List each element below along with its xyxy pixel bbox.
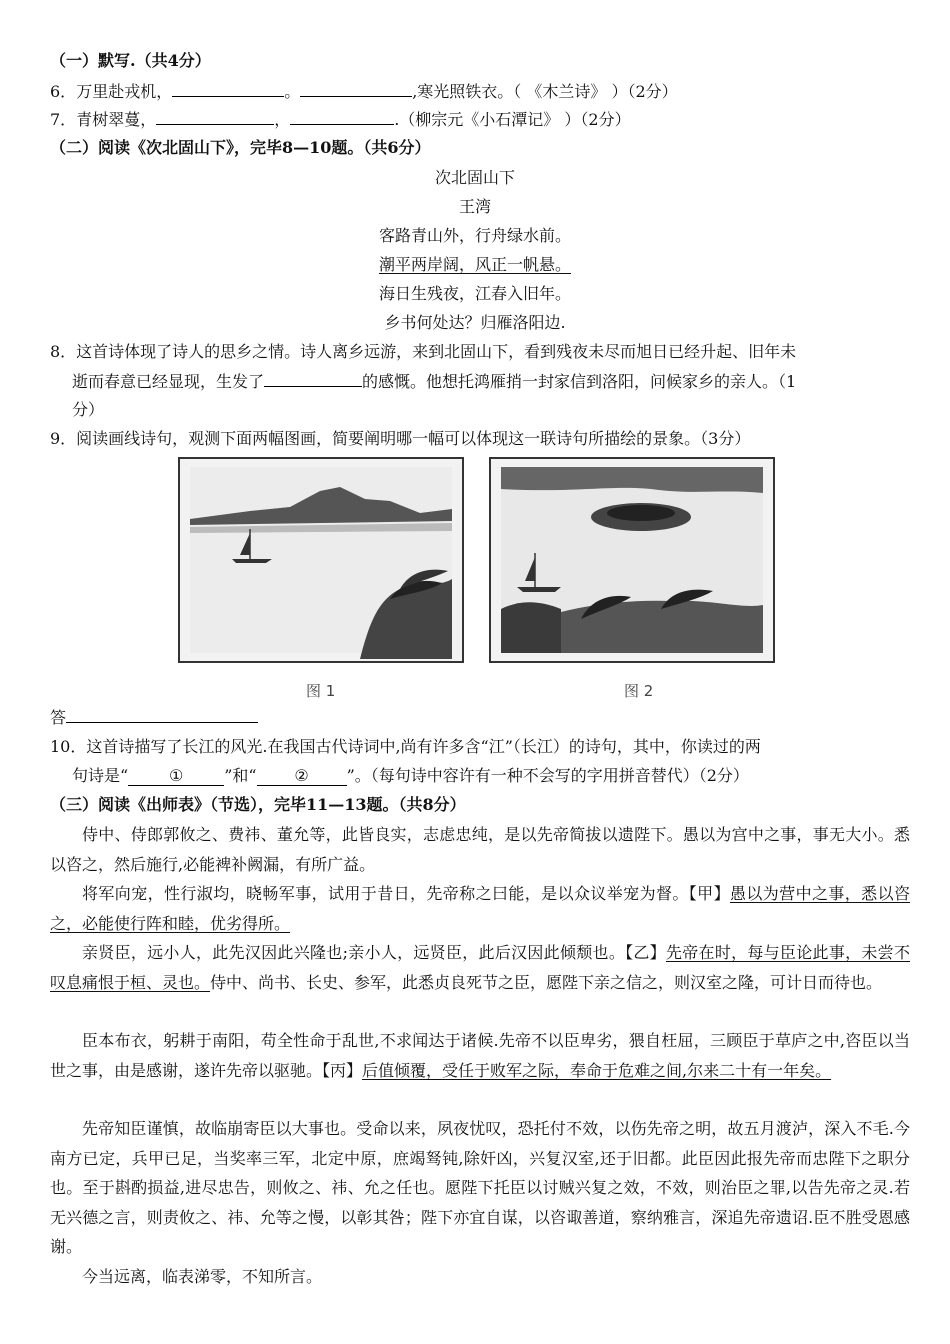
question-6: 6．万里赴戎机， 。 ,寒光照铁衣。（ 《木兰诗》 ）（2分）	[50, 82, 678, 101]
passage-paragraph-4: 臣本布衣，躬耕于南阳，苟全性命于乱世,不求闻达于诸候.先帝不以臣卑劣，猥自枉屈，三顾臣于草庐之中,咨臣以当世之事，由是感谢，遂许先帝以驱驰。【丙】后值倾覆，受任于败军之际，奉命于危难之间,尔来二十有一年矣。	[50, 1031, 910, 1080]
poem-line-3: 海日生残夜，江春入旧年。	[378, 284, 571, 303]
question-10-line-1: 10．这首诗描写了长江的风光.在我国古代诗词中,尚有许多含“江”（长江）的诗句，其中，你读过的两	[50, 737, 761, 756]
question-8-line-2: 逝而春意已经显现，生发了 的感慨。他想托鸿雁捎一封家信到洛阳，问候家乡的亲人。（1	[72, 372, 797, 391]
section2-heading: （二）阅读《次北固山下》，完毕8—10题。（共6分）	[50, 138, 431, 157]
answer-blank-1[interactable]: ①	[128, 765, 224, 786]
question-8-line-1: 8．这首诗体现了诗人的思乡之情。诗人离乡远游，来到北固山下，看到残夜未尽而旭日已经升起、旧年未	[50, 342, 797, 361]
poem-title: 次北固山下	[434, 168, 515, 187]
answer-blank[interactable]	[66, 706, 258, 723]
landscape-image	[180, 459, 462, 661]
question-8-line-3: 分）	[72, 400, 105, 419]
poem-line-4: 乡书何处达？归雁洛阳边.	[384, 313, 566, 332]
passage-paragraph-1: 侍中、侍郎郭攸之、费祎、董允等，此皆良实，志虑忠纯，是以先帝简拔以遗陛下。愚以为宫中之事，事无大小。悉以咨之，然后施行,必能裨补阙漏，有所广益。	[50, 825, 910, 874]
answer-blank[interactable]	[156, 108, 274, 125]
answer-blank[interactable]	[172, 80, 284, 97]
landscape-image	[491, 459, 773, 661]
question-10-line-2: 句诗是“ ① ”和“ ② ”。（每句诗中容许有一种不会写的字用拼音替代）（2分）	[72, 766, 749, 785]
figure-1-caption: 图 1	[306, 682, 336, 700]
passage-paragraph-6: 今当远离，临表涕零，不知所言。	[82, 1267, 323, 1286]
poem-line-2: 潮平两岸阔，风正一帆悬。	[378, 255, 571, 274]
section3-heading: （三）阅读《出师表》（节选），完毕11—13题。（共8分）	[50, 795, 466, 814]
answer-blank[interactable]	[290, 108, 394, 125]
figure-1-image	[178, 457, 464, 663]
figure-2-caption: 图 2	[624, 682, 654, 700]
section1-heading: （一）默写.（共4分）	[50, 51, 211, 70]
answer-line: 答	[50, 706, 258, 729]
answer-blank[interactable]	[300, 80, 412, 97]
figure-2-image	[489, 457, 775, 663]
answer-blank[interactable]	[264, 370, 362, 387]
poem-author: 王湾	[458, 197, 491, 216]
answer-blank-2[interactable]: ②	[257, 765, 347, 786]
passage-paragraph-5: 先帝知臣谨慎，故临崩寄臣以大事也。受命以来，夙夜忧叹，恐托付不效，以伤先帝之明，故五月渡泸，深入不毛.今南方已定，兵甲已足，当奖率三军，北定中原，庶竭驽钝,除奸凶，兴复汉室,还于旧都。此臣因此报先帝而忠陛下之职分也。至于斟酌损益,进尽忠告，则攸之、祎、允之任也。愿陛下托臣以讨贼兴复之效，不效，则治臣之罪,以告先帝之灵.若无兴德之言，则责攸之、祎、允等之慢，以彰其咎；陛下亦宜自谋，以咨诹善道，察纳雅言，深追先帝遗诏.臣不胜受恩感谢。	[50, 1119, 910, 1256]
passage-paragraph-3: 亲贤臣，远小人，此先汉因此兴隆也;亲小人，远贤臣，此后汉因此倾颓也。【乙】先帝在时，每与臣论此事，未尝不叹息痛恨于桓、灵也。侍中、尚书、长史、参军，此悉贞良死节之臣，愿陛下亲之信之，则汉室之隆，可计日而待也。	[50, 943, 910, 992]
poem-line-1: 客路青山外，行舟绿水前。	[378, 226, 571, 245]
question-7: 7．青树翠蔓， ， .（柳宗元《小石潭记》 ）（2分）	[50, 110, 631, 129]
question-9: 9．阅读画线诗句，观测下面两幅图画，简要阐明哪一幅可以体现这一联诗句所描绘的景象。（3分）	[50, 429, 751, 448]
passage-paragraph-2: 将军向宠，性行淑均，晓畅军事，试用于昔日，先帝称之曰能，是以众议举宠为督。【甲】愚以为营中之事，悉以咨之，必能使行阵和睦，优劣得所。	[50, 884, 910, 933]
